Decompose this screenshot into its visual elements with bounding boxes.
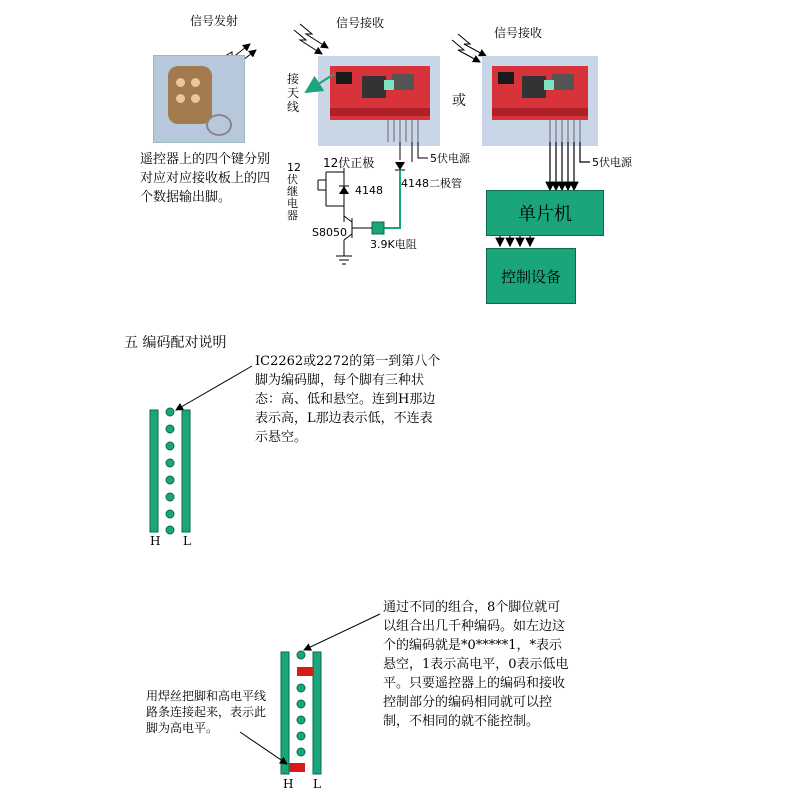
relay-12v-label: 12伏继电器 bbox=[287, 161, 301, 222]
h-label-2: H bbox=[283, 777, 294, 791]
remote-note: 遥控器上的四个键分别对应对应接收板上的四个数据输出脚。 bbox=[140, 152, 271, 205]
note2-pointer bbox=[304, 614, 380, 650]
signal-send-label: 信号发射 bbox=[190, 14, 239, 28]
solder-pointer bbox=[240, 732, 287, 764]
encoding-note-1: IC2262或2272的第一到第八个脚为编码脚，每个脚有三种状态：高、低和悬空。连到H那边表示高，L那边表示低，不连表示悬空。 bbox=[255, 354, 441, 445]
mcu-label: 单片机 bbox=[518, 204, 572, 225]
diode-4148-label: 4148 bbox=[355, 184, 383, 197]
section5-heading: 五 编码配对说明 bbox=[124, 335, 227, 351]
receiver-board-2 bbox=[482, 56, 598, 146]
solder-note: 用焊丝把脚和高电平线路条连接起来，表示此脚为高电平。 bbox=[146, 689, 267, 735]
mcu-box bbox=[486, 190, 604, 236]
board2-bus-wires bbox=[550, 142, 590, 190]
note1-pointer bbox=[176, 366, 252, 410]
or-label: 或 bbox=[452, 93, 466, 109]
v5-power-label-1: 5伏电源 bbox=[430, 152, 470, 165]
receiver-board-1 bbox=[318, 56, 440, 146]
h-label-1: H bbox=[150, 534, 161, 548]
signal-recv-label-2: 信号接收 bbox=[494, 26, 543, 40]
resistor-label: 3.9K电阻 bbox=[370, 238, 417, 251]
l-label-2: L bbox=[313, 777, 321, 791]
signal-wire bbox=[384, 170, 400, 228]
transistor-label: S8050 bbox=[312, 226, 347, 239]
antenna-label: 接天线 bbox=[287, 72, 300, 114]
encoding-diagram-1 bbox=[150, 408, 190, 534]
control-device-box bbox=[486, 248, 576, 304]
encoding-note-2: 通过不同的组合，8个脚位就可以组合出几千种编码。如左边这个的编码就是*0*****1，*表示悬空，1表示高电平，0表示低电平。只要遥控器上的编码和接收控制部分的编码相同就可以控制，不相同的就不能控制。 bbox=[383, 600, 569, 729]
diode-4148-note: 4148二极管 bbox=[401, 177, 462, 190]
signal-recv-arrows-1 bbox=[294, 24, 328, 54]
remote-control-image bbox=[153, 55, 245, 143]
resistor-3-9k bbox=[372, 222, 384, 234]
relay-circuit bbox=[318, 168, 360, 264]
diode-4148-upper bbox=[395, 162, 405, 170]
signal-recv-label-1: 信号接收 bbox=[336, 16, 385, 30]
diode-4148-relay bbox=[339, 186, 349, 194]
v12-positive-label: 12伏正极 bbox=[323, 156, 375, 170]
encoding-diagram-2 bbox=[281, 651, 321, 774]
control-device-label: 控制设备 bbox=[500, 267, 561, 286]
signal-recv-arrows-2 bbox=[452, 34, 486, 62]
l-label-1: L bbox=[183, 534, 191, 548]
v5-power-label-2: 5伏电源 bbox=[592, 156, 632, 169]
